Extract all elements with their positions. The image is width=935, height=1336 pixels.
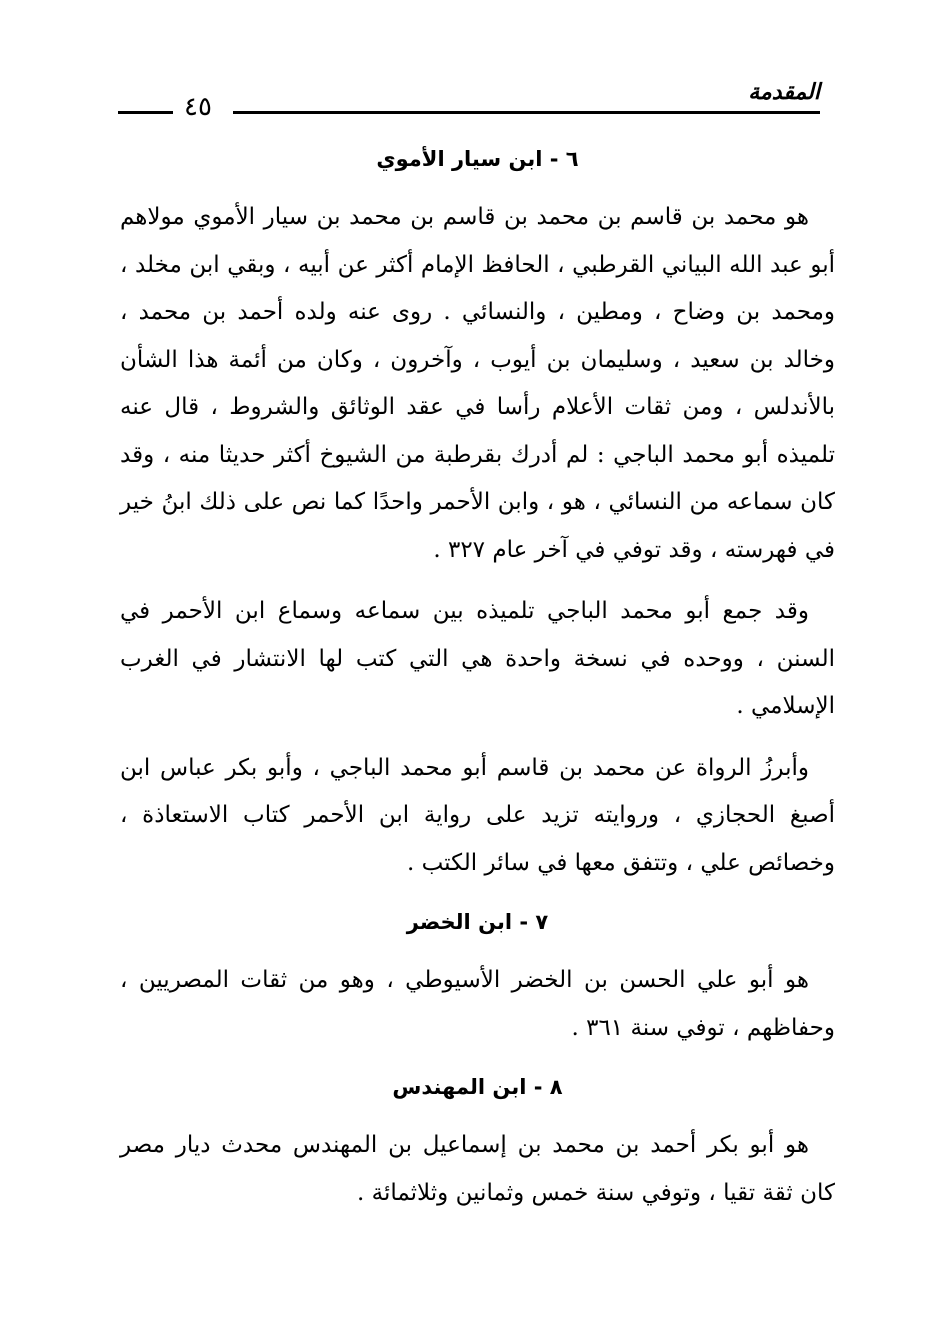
running-header (118, 78, 820, 122)
section-heading: ٨ - ابن المهندس (392, 1075, 563, 1099)
header-rule (233, 111, 820, 114)
header-title: المقدمة (748, 80, 820, 105)
section-heading: ٧ - ابن الخضر (406, 910, 549, 934)
paragraph: هو محمد بن قاسم بن محمد بن قاسم بن محمد بن سيار الأموي مولاهم أبو عبد الله البياني القرطبي ، الحافظ الإمام أكثر عن أبيه ، وبقي ابن مخلد ، ومحمد بن وضاح ، ومطين ، والنسائي . روى عنه ولده أحمد بن محمد ، وخالد بن سعيد ، وسليمان بن أيوب ، وآخرون ، وكان من أئمة هذا الشأن بالأندلس ، ومن ثقات الأعلام رأسا في عقد الوثائق والشروط ، قال عنه تلميذه أبو محمد الباجي : لم أدرك بقرطبة من الشيوخ أكثر حديثا منه ، وقد كان سماعه من النسائي ، هو ، وابن الأحمر واحدًا كما نص على ذلك ابنُ خير في فهرسته ، وقد توفي في آخر عام ٣٢٧ . (120, 204, 835, 563)
page-body (120, 142, 835, 1231)
section-heading: ٦ - ابن سيار الأموي (376, 147, 579, 171)
paragraph: هو أبو علي الحسن بن الخضر الأسيوطي ، وهو من ثقات المصريين ، وحفاظهم ، توفي سنة ٣٦١ . (120, 967, 835, 1041)
paragraph: وأبرزُ الرواة عن محمد بن قاسم أبو محمد الباجي ، وأبو بكر عباس ابن أصبغ الحجازي ، وروايته تزيد على رواية ابن الأحمر كتاب الاستعاذة ، وخصائص علي ، وتتفق معها في سائر الكتب . (120, 754, 835, 876)
page-number: ٤٥ (184, 92, 212, 122)
header-rule-short (118, 111, 173, 114)
paragraph: وقد جمع أبو محمد الباجي تلميذه بين سماعه وسماع ابن الأحمر في السنن ، ووحده في نسخة واحدة هي التي كتب لها الانتشار في الغرب الإسلامي . (120, 598, 835, 719)
paragraph: هو أبو بكر أحمد بن محمد بن إسماعيل بن المهندس محدث ديار مصر كان ثقة تقيا ، وتوفي سنة خمس وثمانين وثلاثمائة . (120, 1132, 835, 1206)
